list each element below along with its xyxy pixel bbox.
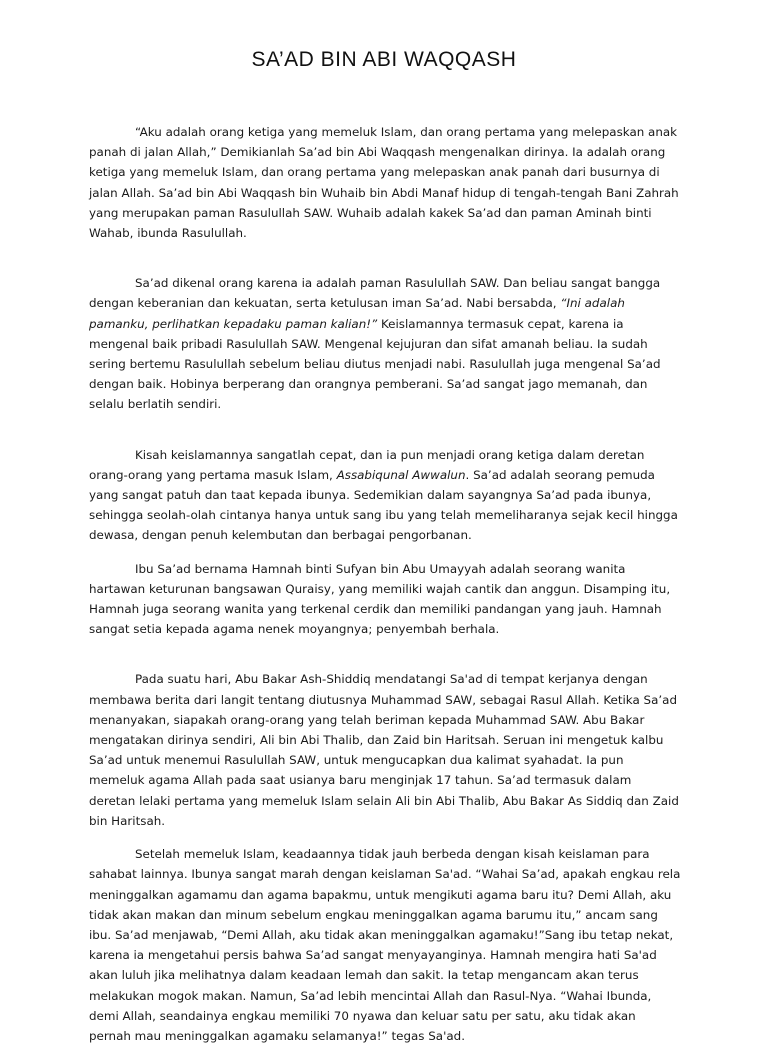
paragraph-3 [89, 445, 681, 546]
paragraph-3-term: Assabiqunal Awwalun [336, 467, 466, 482]
paragraph-2 [89, 273, 681, 414]
paragraph-4: Ibu Sa’ad bernama Hamnah binti Sufyan bin Abu Umayyah adalah seorang wanita hartawan keturunan bangsawan Quraisy, yang memiliki wajah cantik dan anggun. Disamping itu, Hamnah juga seorang wanita yang terkenal cerdik dan memiliki pandangan yang jauh. Hamnah sangat setia kepada agama nenek moyangnya; penyembah berhala. [89, 561, 671, 637]
paragraph-2-text-end: Keislamannya termasuk cepat, karena ia mengenal baik pribadi Rasulullah SAW. Mengenal kejujuran dan sifat amanah beliau. Ia sudah sering bertemu Rasulullah sebelum beliau diutus menjadi nabi. Rasulullah juga mengenal Sa’ad dengan baik. Hobinya berperang dan orangnya pemberani. Sa’ad sangat jago memanah, dan selalu berlatih sendiri. [89, 316, 661, 412]
paragraph-3-text-end: . Sa’ad adalah seorang pemuda yang sangat patuh dan taat kepada ibunya. Sedemikian dalam sayangnya Sa’ad pada ibunya, sehingga seolah-olah cintanya hanya untuk sang ibu yang telah memeliharanya sejak kecil hingga dewasa, dengan penuh kelembutan dan berbagai pengorbanan. [89, 467, 678, 543]
paragraph-3-text-start: Kisah keislamannya sangatlah cepat, dan ia pun menjadi orang ketiga dalam deretan orang-orang yang pertama masuk Islam, [89, 447, 645, 482]
paragraph-2-quote: “Ini adalah pamanku, perlihatkan kepadaku paman kalian!” [89, 296, 625, 331]
paragraph-1: “Aku adalah orang ketiga yang memeluk Islam, dan orang pertama yang melepaskan anak panah di jalan Allah,” Demikianlah Sa’ad bin Abi Waqqash mengenalkan dirinya. Ia adalah orang ketiga yang memeluk Islam, dan orang pertama yang melepaskan anak panah dari busurnya di jalan Allah. Sa’ad bin Abi Waqqash bin Wuhaib bin Abdi Manaf hidup di tengah-tengah Bani Zahrah yang merupakan paman Rasulullah SAW. Wuhaib adalah kakek Sa’ad dan paman Aminah binti Wahab, ibunda Rasulullah. [89, 125, 679, 241]
page-title: SA’AD BIN ABI WAQQASH [251, 48, 517, 71]
document-body [89, 122, 681, 1046]
paragraph-5: Pada suatu hari, Abu Bakar Ash-Shiddiq mendatangi Sa'ad di tempat kerjanya dengan membawa berita dari langit tentang diutusnya Muhammad SAW, sebagai Rasul Allah. Ketika Sa’ad menanyakan, siapakah orang-orang yang telah beriman kepada Muhammad SAW. Abu Bakar mengatakan dirinya sendiri, Ali bin Abi Thalib, dan Zaid bin Haritsah. Seruan ini mengetuk kalbu Sa’ad untuk menemui Rasulullah SAW, untuk mengucapkan dua kalimat syahadat. Ia pun memeluk agama Allah pada saat usianya baru menginjak 17 tahun. Sa’ad termasuk dalam deretan lelaki pertama yang memeluk Islam selain Ali bin Abi Thalib, Abu Bakar As Siddiq dan Zaid bin Haritsah. [89, 672, 679, 828]
paragraph-2-text-start: Sa’ad dikenal orang karena ia adalah paman Rasulullah SAW. Dan beliau sangat bangga dengan keberanian dan kekuatan, serta ketulusan iman Sa’ad. Nabi bersabda, [89, 276, 661, 311]
paragraph-6: Setelah memeluk Islam, keadaannya tidak jauh berbeda dengan kisah keislaman para sahabat lainnya. Ibunya sangat marah dengan keislaman Sa'ad. “Wahai Sa’ad, apakah engkau rela meninggalkan agamamu dan agama bapakmu, untuk mengikuti agama baru itu? Demi Allah, aku tidak akan makan dan minum sebelum engkau meninggalkan agama barumu itu,” ancam sang ibu. Sa’ad menjawab, “Demi Allah, aku tidak akan meninggalkan agamaku!”Sang ibu tetap nekat, karena ia mengetahui persis bahwa Sa’ad sangat menyayanginya. Hamnah mengira hati Sa'ad akan luluh jika melihatnya dalam keadaan lemah dan sakit. Ia tetap mengancam akan terus melakukan mogok makan. Namun, Sa’ad lebih mencintai Allah dan Rasul-Nya. “Wahai Ibunda, demi Allah, seandainya engkau memiliki 70 nyawa dan keluar satu per satu, aku tidak akan pernah mau meninggalkan agamaku selamanya!” tegas Sa'ad. [89, 847, 681, 1043]
